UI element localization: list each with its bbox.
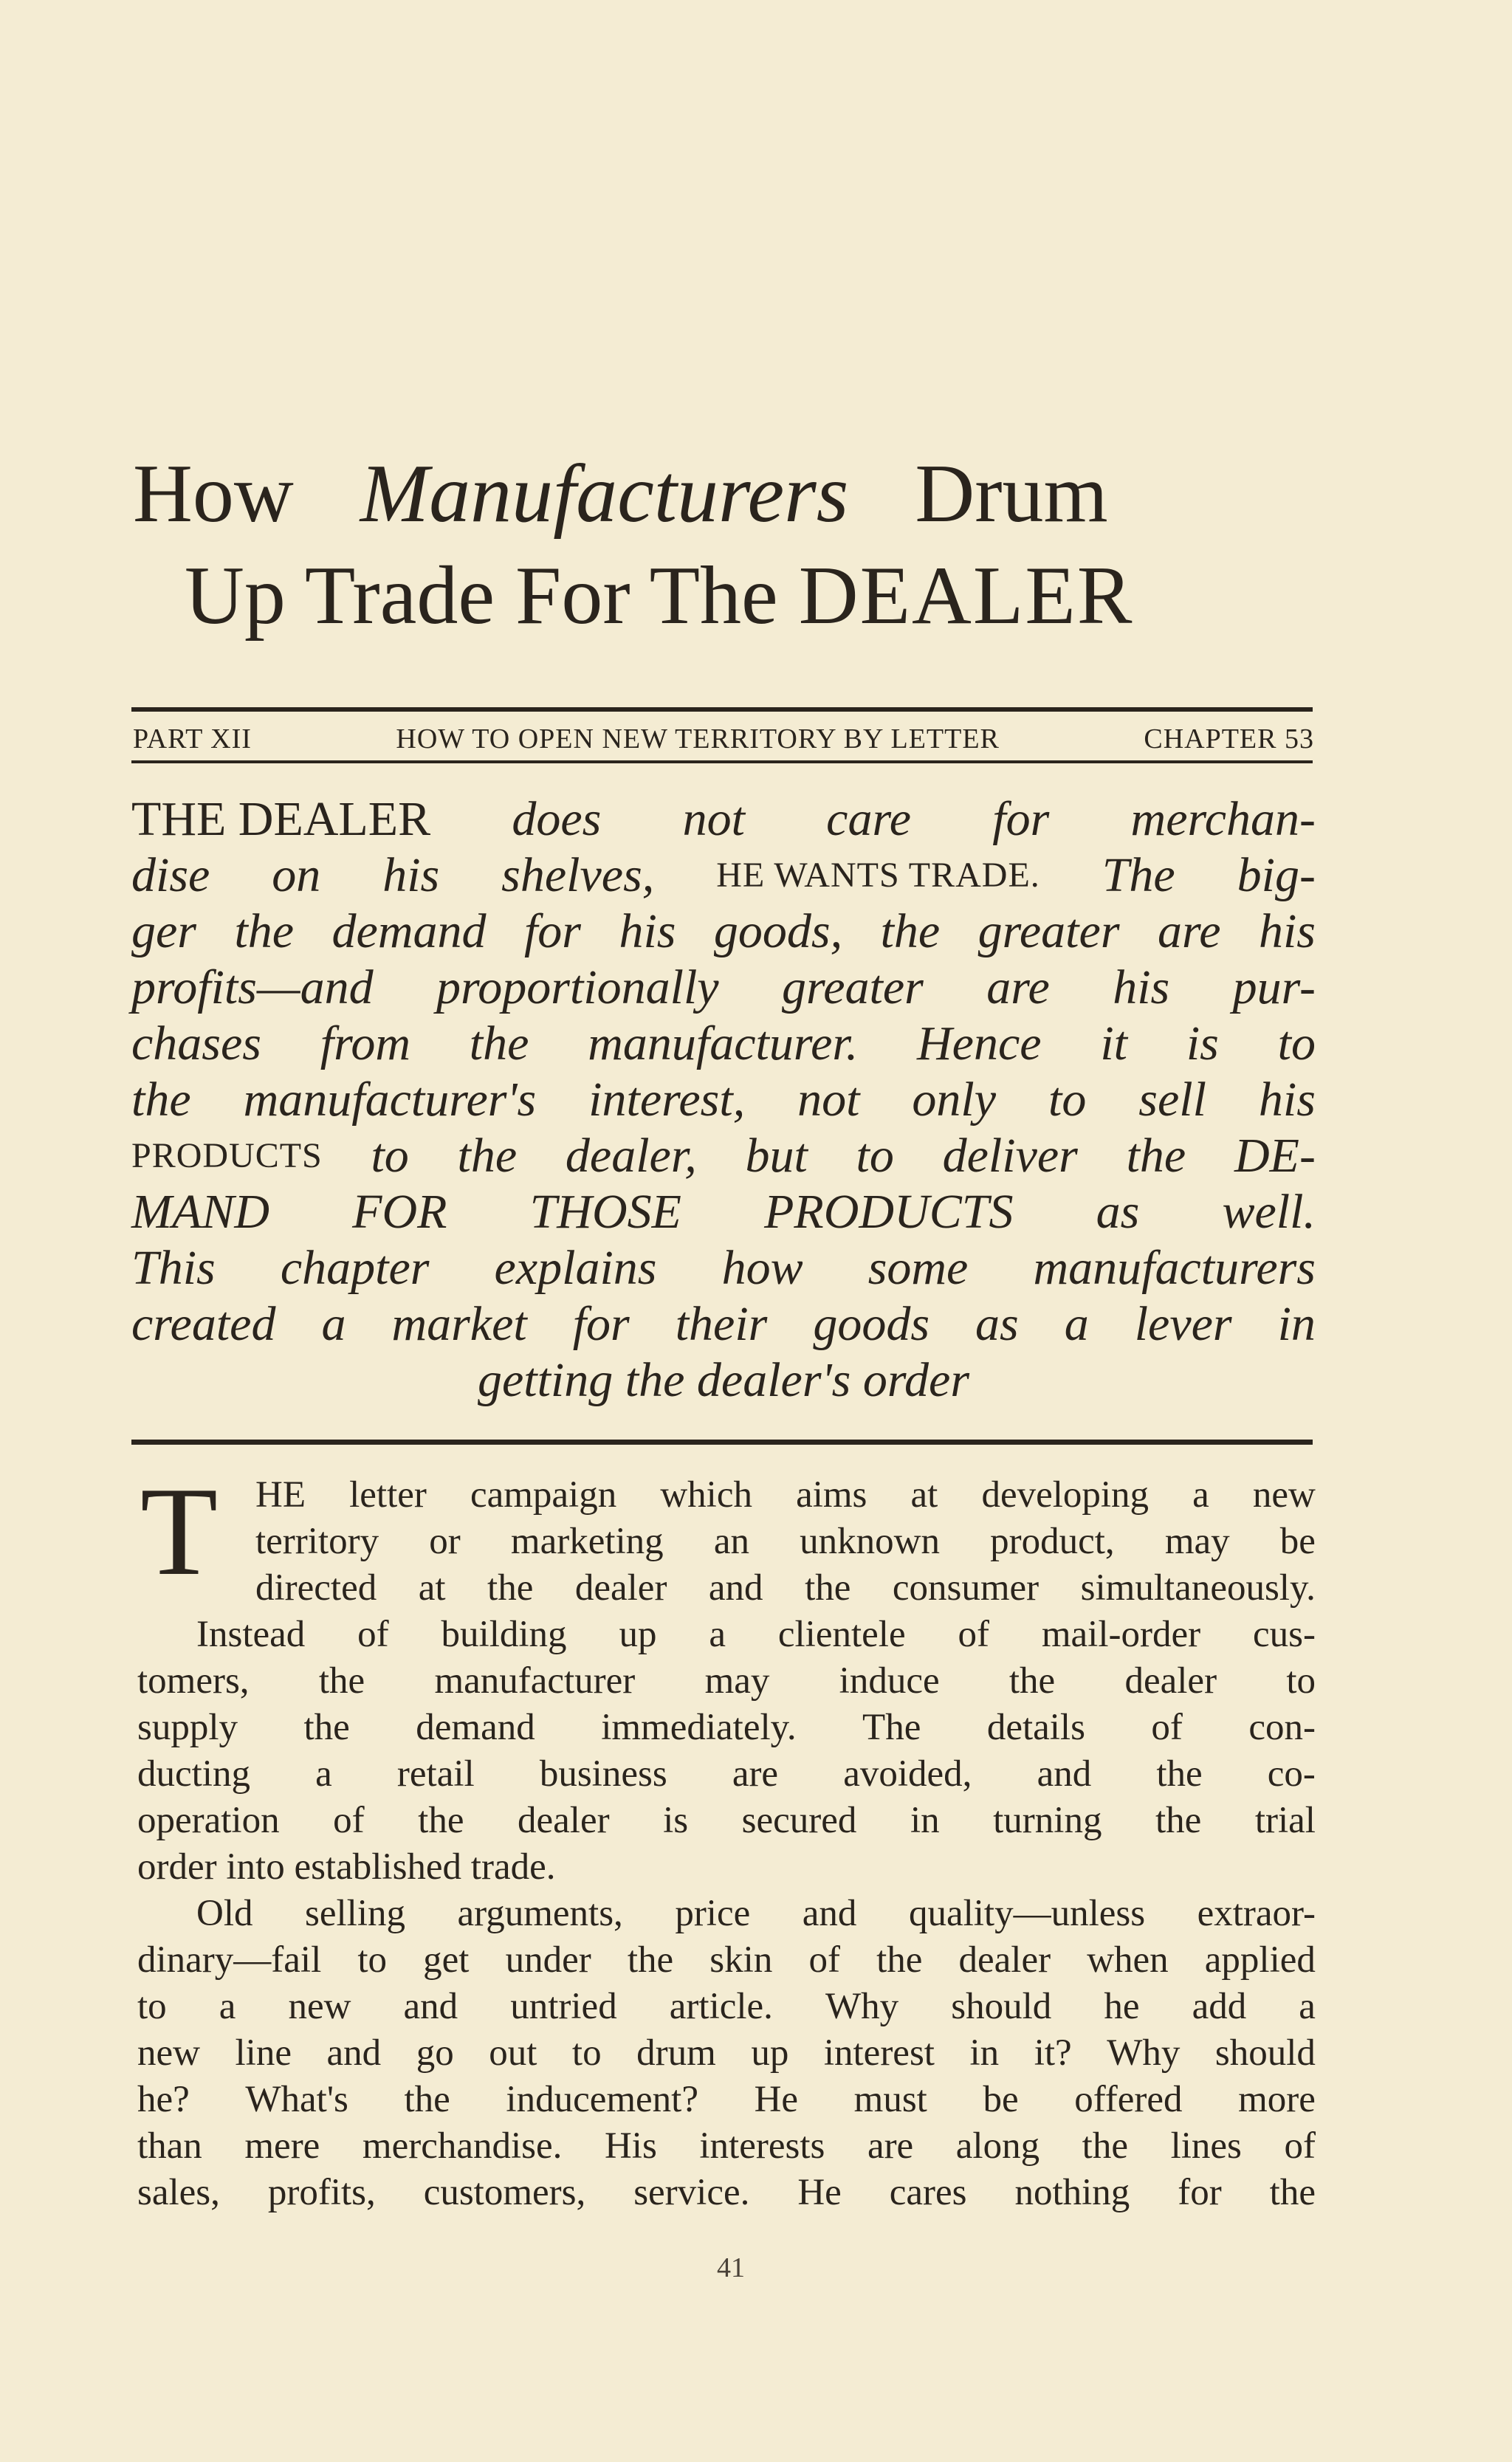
- body-word: should: [951, 1986, 1052, 2027]
- summary-word: FOR: [352, 1185, 447, 1239]
- body-word: offered: [1074, 2079, 1183, 2120]
- summary-line: [131, 1296, 1316, 1352]
- body-word: of: [808, 1939, 840, 1981]
- part-heading: HOW TO OPEN NEW TERRITORY BY LETTER: [396, 723, 1000, 754]
- body-word: of: [1284, 2125, 1316, 2167]
- summary-word: are: [986, 960, 1050, 1014]
- body-word: are: [732, 1753, 779, 1795]
- body-word: to: [1286, 1660, 1316, 1702]
- body-word: retail: [396, 1753, 475, 1795]
- body-word: unknown: [800, 1521, 940, 1562]
- title-word-dealer: DEALER: [798, 550, 1134, 642]
- body-word: drum: [636, 2032, 716, 2074]
- body-word: Old: [196, 1893, 253, 1934]
- summary-word: chapter: [280, 1241, 430, 1295]
- body-word: Why: [1107, 2032, 1181, 2074]
- body-word: induce: [839, 1660, 940, 1702]
- body-line: [137, 1751, 1316, 1798]
- summary-word: in: [1277, 1297, 1316, 1351]
- body-word: the: [418, 1800, 464, 1841]
- summary-word: well.: [1222, 1185, 1316, 1239]
- body-word: supply: [137, 1707, 238, 1748]
- body-word: secured: [741, 1800, 857, 1841]
- body-word: and: [708, 1567, 763, 1609]
- summary-word: their: [675, 1297, 768, 1351]
- summary-word: interest,: [588, 1073, 746, 1127]
- title-line-2: [133, 545, 1314, 647]
- part-label: PART XII: [133, 723, 252, 754]
- body-word: an: [713, 1521, 749, 1562]
- body-line: [137, 1612, 1316, 1658]
- body-word: dealer: [958, 1939, 1051, 1981]
- body-line: [137, 1844, 1316, 1891]
- summary-word: some: [867, 1241, 969, 1295]
- body-word: out: [489, 2032, 537, 2074]
- summary-word: PRODUCTS: [131, 1136, 323, 1175]
- summary-word: the: [457, 1129, 518, 1183]
- body-word: The: [862, 1707, 921, 1748]
- summary-line: [131, 847, 1316, 904]
- body-line: [137, 1891, 1316, 1937]
- summary-word: a: [321, 1297, 346, 1351]
- summary-word: it: [1100, 1017, 1128, 1070]
- body-word: interests: [699, 2125, 825, 2167]
- drop-cap: T: [140, 1462, 219, 1602]
- body-word: letter: [349, 1474, 427, 1516]
- body-word: ducting: [137, 1753, 250, 1795]
- body-word: may: [704, 1660, 770, 1702]
- body-word: which: [660, 1474, 752, 1516]
- summary-word: goods,: [713, 904, 843, 958]
- body-word: the: [627, 1939, 674, 1981]
- summary-word: This: [131, 1241, 216, 1295]
- body-word: of: [958, 1614, 989, 1655]
- summary-line: [131, 960, 1316, 1016]
- body-word: the: [1155, 1800, 1202, 1841]
- body-word: line: [235, 2032, 292, 2074]
- summary-line: [131, 1240, 1316, 1296]
- summary-word: goods: [813, 1297, 930, 1351]
- body-word: the: [805, 1567, 851, 1609]
- summary-word: to: [371, 1129, 409, 1183]
- summary-word: The: [1102, 848, 1175, 902]
- summary-word: for: [992, 792, 1050, 846]
- rule-bottom: [131, 1440, 1313, 1445]
- body-word: campaign: [470, 1474, 617, 1516]
- body-word: inducement?: [506, 2079, 698, 2120]
- summary-word: how: [721, 1241, 803, 1295]
- summary-line: [131, 1184, 1316, 1240]
- title-word-drum: Drum: [915, 448, 1108, 540]
- body-word: cus-: [1253, 1614, 1316, 1655]
- body-word: trial: [1254, 1800, 1316, 1841]
- summary-word: getting the dealer's order: [477, 1353, 970, 1407]
- summary-word: the: [880, 904, 941, 958]
- body-word: extraor-: [1197, 1893, 1316, 1934]
- summary-word: the: [234, 904, 295, 958]
- body-word: marketing: [510, 1521, 664, 1562]
- body-word: he?: [137, 2079, 190, 2120]
- body-word: dealer: [518, 1800, 610, 1841]
- body-line: [137, 2123, 1316, 2170]
- body-word: details: [986, 1707, 1085, 1748]
- summary-word: lever: [1134, 1297, 1232, 1351]
- summary-line: [131, 1072, 1316, 1128]
- body-word: building: [441, 1614, 567, 1655]
- summary-word: his: [382, 848, 440, 902]
- summary-word: proportionally: [436, 960, 719, 1014]
- summary-word: dealer,: [565, 1129, 697, 1183]
- body-word: arguments,: [457, 1893, 623, 1934]
- body-word: the: [303, 1707, 350, 1748]
- summary-word: greater: [782, 960, 924, 1014]
- body-word: consumer: [892, 1567, 1040, 1609]
- body-word: demand: [416, 1707, 535, 1748]
- summary-word: his: [1258, 1073, 1316, 1127]
- rule-top: [131, 707, 1313, 712]
- summary-word: not: [682, 792, 745, 846]
- summary-word: manufacturer.: [588, 1017, 859, 1070]
- body-word: the: [487, 1567, 534, 1609]
- body-word: a: [1192, 1474, 1209, 1516]
- body-word: for: [1178, 2172, 1222, 2213]
- body-word: and: [1037, 1753, 1092, 1795]
- summary-word: sell: [1138, 1073, 1206, 1127]
- summary-word: for: [523, 904, 581, 958]
- body-word: may: [1164, 1521, 1230, 1562]
- part-heading-line: [133, 721, 1314, 757]
- body-word: operation: [137, 1800, 280, 1841]
- title-word-manufacturers: Manufacturers: [360, 448, 849, 540]
- body-word: immediately.: [601, 1707, 797, 1748]
- body-word: interest: [823, 2032, 935, 2074]
- body-word: Instead: [196, 1614, 306, 1655]
- body-word: cares: [889, 2172, 967, 2213]
- summary-line: [131, 1352, 1316, 1409]
- body-line: [137, 1472, 1316, 1519]
- summary-word: as: [1096, 1185, 1140, 1239]
- rule-under-part: [131, 760, 1313, 763]
- body-word: the: [876, 1939, 923, 1981]
- body-text: [137, 1462, 1316, 2216]
- summary-word: the: [1126, 1129, 1186, 1183]
- body-word: the: [1269, 2172, 1316, 2213]
- body-word: are: [867, 2125, 914, 2167]
- body-word: of: [333, 1800, 365, 1841]
- summary-line: [131, 1128, 1316, 1184]
- body-word: merchandise.: [362, 2125, 563, 2167]
- body-word: applied: [1204, 1939, 1316, 1981]
- summary-word: THOSE: [529, 1185, 681, 1239]
- body-word: when: [1087, 1939, 1169, 1981]
- body-word: in: [969, 2032, 1000, 2074]
- body-line: [137, 1984, 1316, 2030]
- body-word: quality—unless: [908, 1893, 1146, 1934]
- summary-word: PRODUCTS: [764, 1185, 1014, 1239]
- summary-word: THE DEALER: [131, 792, 431, 846]
- body-word: in: [910, 1800, 940, 1841]
- body-word: customers,: [423, 2172, 586, 2213]
- summary-word: are: [1157, 904, 1221, 958]
- page-number: 41: [717, 2252, 745, 2283]
- body-word: order into established trade.: [137, 1846, 556, 1888]
- summary-line: [131, 1016, 1316, 1072]
- body-word: under: [505, 1939, 591, 1981]
- summary-word: is: [1186, 1017, 1219, 1070]
- summary-word: manufacturer's: [243, 1073, 537, 1127]
- body-word: or: [429, 1521, 461, 1562]
- title-words-up-trade: Up Trade For The: [185, 550, 778, 642]
- body-word: and: [403, 1986, 458, 2027]
- body-word: the: [1156, 1753, 1203, 1795]
- body-word: it?: [1034, 2032, 1072, 2074]
- body-line: [137, 1798, 1316, 1844]
- body-word: He: [797, 2172, 842, 2213]
- body-word: lines: [1170, 2125, 1242, 2167]
- summary-word: his: [619, 904, 676, 958]
- body-line: [137, 2030, 1316, 2077]
- body-word: directed: [255, 1567, 377, 1609]
- summary-word: the: [131, 1073, 191, 1127]
- summary-word: explains: [494, 1241, 657, 1295]
- title-word-how: How: [133, 448, 294, 540]
- body-word: the: [1008, 1660, 1056, 1702]
- chapter-title: [133, 443, 1314, 647]
- body-word: more: [1238, 2079, 1316, 2120]
- summary-word: only: [912, 1073, 997, 1127]
- body-word: aims: [796, 1474, 867, 1516]
- body-word: than: [137, 2125, 202, 2167]
- body-word: avoided,: [843, 1753, 972, 1795]
- summary-word: his: [1113, 960, 1170, 1014]
- summary-word: HE WANTS TRADE.: [716, 856, 1040, 895]
- chapter-summary: [131, 791, 1316, 1409]
- body-word: a: [709, 1614, 726, 1655]
- summary-word: not: [797, 1073, 860, 1127]
- body-word: and: [802, 1893, 857, 1934]
- body-word: must: [853, 2079, 927, 2120]
- summary-word: the: [469, 1017, 529, 1070]
- summary-word: for: [572, 1297, 630, 1351]
- summary-word: to: [856, 1129, 894, 1183]
- body-word: go: [416, 2032, 454, 2074]
- summary-word: to: [1277, 1017, 1316, 1070]
- summary-line: [131, 791, 1316, 847]
- body-line: [137, 1937, 1316, 1984]
- body-word: should: [1214, 2032, 1316, 2074]
- body-word: to: [137, 1986, 167, 2027]
- body-word: article.: [669, 1986, 773, 2027]
- body-word: profits,: [267, 2172, 376, 2213]
- summary-word: Hence: [917, 1017, 1042, 1070]
- body-word: turning: [993, 1800, 1102, 1841]
- body-word: manufacturer: [434, 1660, 636, 1702]
- body-word: new: [288, 1986, 351, 2027]
- body-word: at: [418, 1567, 446, 1609]
- summary-word: MAND: [131, 1185, 269, 1239]
- chapter-label: CHAPTER 53: [1144, 723, 1314, 754]
- body-word: selling: [305, 1893, 406, 1934]
- body-word: What's: [245, 2079, 348, 2120]
- summary-word: but: [745, 1129, 808, 1183]
- body-word: developing: [981, 1474, 1150, 1516]
- body-word: tomers,: [137, 1660, 250, 1702]
- body-word: skin: [709, 1939, 773, 1981]
- body-word: dealer: [574, 1567, 667, 1609]
- body-word: he: [1104, 1986, 1140, 2027]
- body-word: con-: [1248, 1707, 1316, 1748]
- summary-word: greater: [977, 904, 1120, 958]
- body-word: a: [219, 1986, 236, 2027]
- title-line-1: [133, 443, 1314, 545]
- body-word: new: [1252, 1474, 1316, 1516]
- body-word: along: [955, 2125, 1040, 2167]
- summary-word: ger: [131, 904, 196, 958]
- body-word: of: [1151, 1707, 1183, 1748]
- summary-word: merchan-: [1130, 792, 1316, 846]
- summary-word: care: [826, 792, 911, 846]
- body-word: be: [1279, 1521, 1316, 1562]
- body-word: the: [1082, 2125, 1128, 2167]
- summary-word: dise: [131, 848, 210, 902]
- body-word: of: [357, 1614, 389, 1655]
- body-word: product,: [990, 1521, 1115, 1562]
- body-word: simultaneously.: [1080, 1567, 1316, 1609]
- summary-word: shelves,: [501, 848, 655, 902]
- body-word: dinary—fail: [137, 1939, 322, 1981]
- summary-word: as: [975, 1297, 1019, 1351]
- summary-word: created: [131, 1297, 276, 1351]
- body-word: be: [983, 2079, 1019, 2120]
- body-word: nothing: [1014, 2172, 1130, 2213]
- summary-word: does: [512, 792, 602, 846]
- body-word: up: [751, 2032, 789, 2074]
- body-word: to: [571, 2032, 602, 2074]
- body-word: His: [604, 2125, 657, 2167]
- body-line: [137, 1658, 1316, 1705]
- body-word: mere: [244, 2125, 320, 2167]
- body-word: up: [619, 1614, 657, 1655]
- summary-word: profits—and: [131, 960, 374, 1014]
- body-word: He: [754, 2079, 799, 2120]
- body-word: untried: [510, 1986, 617, 2027]
- body-word: territory: [255, 1521, 379, 1562]
- body-word: new: [137, 2032, 200, 2074]
- body-word: the: [404, 2079, 450, 2120]
- summary-word: a: [1064, 1297, 1089, 1351]
- body-word: sales,: [137, 2172, 220, 2213]
- body-line: [137, 1565, 1316, 1612]
- body-word: service.: [633, 2172, 750, 2213]
- body-word: Why: [825, 1986, 899, 2027]
- summary-word: big-: [1237, 848, 1316, 902]
- summary-word: chases: [131, 1017, 261, 1070]
- body-word: at: [910, 1474, 938, 1516]
- body-word: a: [315, 1753, 332, 1795]
- summary-word: demand: [331, 904, 487, 958]
- body-word: co-: [1267, 1753, 1316, 1795]
- body-line: [137, 1705, 1316, 1751]
- body-word: clientele: [777, 1614, 906, 1655]
- body-word: is: [663, 1800, 689, 1841]
- summary-word: manufacturers: [1033, 1241, 1316, 1295]
- body-word: price: [675, 1893, 751, 1934]
- summary-word: his: [1258, 904, 1316, 958]
- body-word: get: [423, 1939, 470, 1981]
- body-word: HE: [255, 1474, 306, 1516]
- body-word: dealer: [1124, 1660, 1217, 1702]
- summary-word: market: [391, 1297, 527, 1351]
- body-word: mail-order: [1041, 1614, 1201, 1655]
- body-line: [137, 1519, 1316, 1565]
- body-word: and: [326, 2032, 382, 2074]
- summary-word: to: [1048, 1073, 1087, 1127]
- summary-word: pur-: [1232, 960, 1316, 1014]
- body-word: the: [318, 1660, 365, 1702]
- body-line: [137, 2077, 1316, 2123]
- body-line: [137, 2170, 1316, 2216]
- body-word: business: [539, 1753, 667, 1795]
- summary-word: on: [272, 848, 321, 902]
- summary-line: [131, 904, 1316, 960]
- summary-word: from: [320, 1017, 410, 1070]
- summary-word: DE-: [1234, 1129, 1316, 1183]
- body-word: add: [1192, 1986, 1247, 2027]
- body-word: a: [1299, 1986, 1316, 2027]
- summary-word: deliver: [942, 1129, 1078, 1183]
- body-word: to: [357, 1939, 388, 1981]
